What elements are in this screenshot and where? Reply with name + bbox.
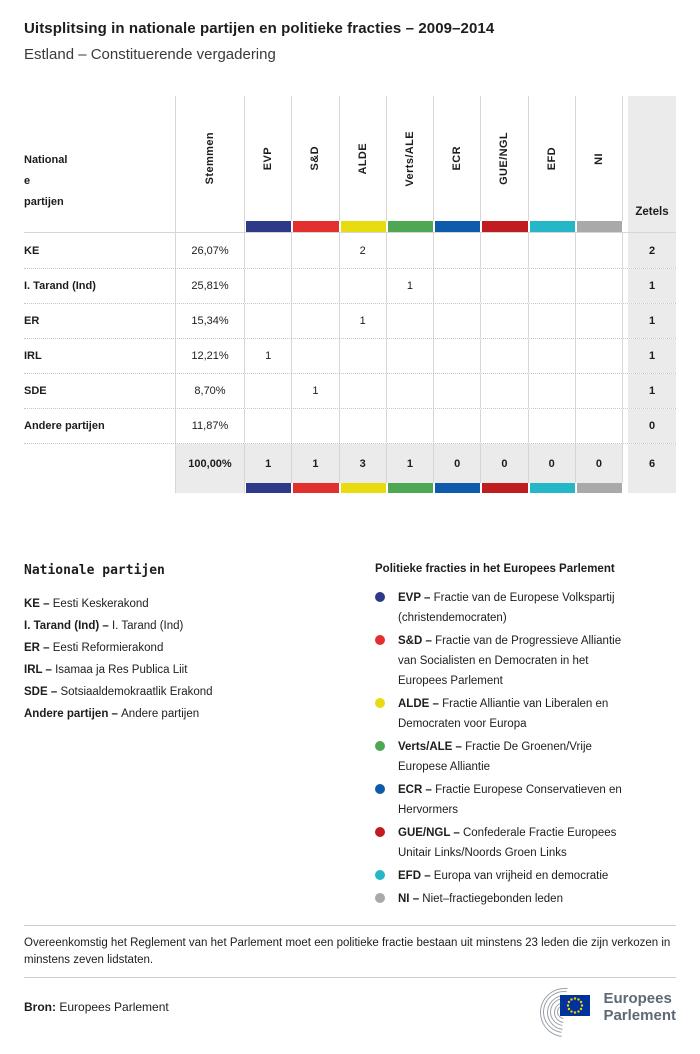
legend-abbr: S&D – bbox=[398, 635, 436, 647]
national-parties-legend bbox=[24, 563, 375, 912]
group-color-bar bbox=[340, 221, 387, 232]
color-bar-segment bbox=[388, 483, 433, 493]
party-label bbox=[24, 444, 175, 483]
seat-cell bbox=[387, 374, 434, 408]
fraction-legend-item bbox=[375, 780, 676, 820]
color-bar-segment bbox=[482, 483, 527, 493]
seat-cell: 0 bbox=[481, 444, 528, 483]
seat-cell: 0 bbox=[434, 444, 481, 483]
group-color-bar bbox=[529, 221, 576, 232]
legend-color-dot bbox=[375, 741, 385, 751]
group-column-label: ECR bbox=[451, 146, 464, 171]
group-column-label: GUE/NGL bbox=[498, 132, 511, 185]
fraction-legend-item bbox=[375, 631, 676, 691]
legend-text bbox=[398, 588, 636, 628]
color-bar-segment bbox=[530, 221, 575, 232]
color-bar-segment bbox=[246, 483, 291, 493]
legend-abbr: Andere partijen – bbox=[24, 708, 122, 720]
group-color-bar bbox=[292, 221, 339, 232]
seat-cell bbox=[481, 339, 528, 373]
seat-cell bbox=[434, 339, 481, 373]
seat-cell bbox=[576, 339, 623, 373]
legend-name: Eesti Reformierakond bbox=[52, 642, 164, 654]
party-label: KE bbox=[24, 244, 40, 257]
seat-cell bbox=[481, 304, 528, 338]
zetels-value: 1 bbox=[628, 304, 676, 338]
seat-cell bbox=[340, 374, 387, 408]
seat-cell bbox=[576, 269, 623, 303]
seat-cell bbox=[576, 374, 623, 408]
seat-cell bbox=[481, 269, 528, 303]
color-bar-segment bbox=[293, 221, 338, 232]
fraction-legend-item bbox=[375, 823, 676, 863]
footnote-text: Overeenkomstig het Reglement van het Parlement moet een politieke fractie bestaan uit minstens 23 leden die zijn verkozen in minstens zeven lidstaten. bbox=[24, 937, 671, 966]
group-color-bar bbox=[434, 483, 481, 493]
color-bar-segment bbox=[482, 221, 527, 232]
seat-cell bbox=[245, 269, 292, 303]
seat-cell bbox=[529, 374, 576, 408]
seat-cell: 1 bbox=[292, 444, 339, 483]
color-bar-segment bbox=[388, 221, 433, 232]
table-row bbox=[24, 233, 676, 268]
seat-cell bbox=[292, 233, 339, 268]
legend-color-dot bbox=[375, 870, 385, 880]
group-column-header bbox=[529, 96, 576, 221]
seat-cell bbox=[481, 233, 528, 268]
group-color-bar bbox=[481, 483, 528, 493]
legend-color-dot bbox=[375, 784, 385, 794]
legend-name: Fractie Europese Conservatieven en Hervormers bbox=[398, 784, 622, 816]
seat-cell bbox=[245, 409, 292, 443]
national-legend-item bbox=[24, 615, 375, 637]
legend-name: Andere partijen bbox=[121, 708, 200, 720]
zetels-value: 6 bbox=[628, 444, 676, 483]
legend-color-dot bbox=[375, 635, 385, 645]
group-column-label: S&D bbox=[309, 146, 322, 171]
group-column-header bbox=[576, 96, 623, 221]
table-row bbox=[24, 303, 676, 338]
seat-cell bbox=[245, 233, 292, 268]
seat-cell bbox=[434, 233, 481, 268]
national-parties-column-header bbox=[24, 96, 175, 221]
seat-cell: 1 bbox=[245, 444, 292, 483]
seat-cell bbox=[340, 339, 387, 373]
party-label: I. Tarand (Ind) bbox=[24, 280, 96, 292]
seat-cell bbox=[576, 304, 623, 338]
legend-name: Fractie van de Europese Volkspartij (christendemocraten) bbox=[398, 592, 615, 624]
stemmen-value: 25,81% bbox=[175, 269, 245, 303]
stemmen-value: 26,07% bbox=[175, 233, 245, 268]
zetels-column-header bbox=[628, 96, 676, 221]
group-column-header bbox=[340, 96, 387, 221]
page-title: Uitsplitsing in nationale partijen en politieke fracties – 2009–2014 bbox=[24, 20, 495, 37]
source-label: Bron: bbox=[24, 1000, 56, 1014]
source-value: Europees Parlement bbox=[59, 1000, 169, 1014]
party-label: Andere partijen bbox=[24, 420, 105, 432]
seat-cell: 1 bbox=[245, 339, 292, 373]
group-color-bar bbox=[481, 221, 528, 232]
legend-text bbox=[398, 889, 563, 909]
legend-abbr: GUE/NGL – bbox=[398, 827, 463, 839]
legend-text bbox=[398, 866, 608, 886]
seat-cell bbox=[340, 269, 387, 303]
seat-cell bbox=[529, 233, 576, 268]
seat-cell bbox=[529, 304, 576, 338]
seat-cell bbox=[434, 269, 481, 303]
seat-cell bbox=[481, 409, 528, 443]
fraction-legend-item bbox=[375, 866, 676, 886]
group-color-bar bbox=[387, 483, 434, 493]
seat-cell bbox=[387, 233, 434, 268]
group-color-bar bbox=[292, 483, 339, 493]
legend-abbr: ALDE – bbox=[398, 698, 443, 710]
table-row bbox=[24, 373, 676, 408]
seat-cell bbox=[292, 269, 339, 303]
seat-cell bbox=[434, 304, 481, 338]
color-bar-segment bbox=[341, 483, 386, 493]
source-line bbox=[24, 1000, 169, 1014]
group-column-header bbox=[245, 96, 292, 221]
logo-line-1: Europees bbox=[603, 990, 672, 1007]
legend-name: Eesti Keskerakond bbox=[52, 598, 149, 610]
group-column-label: NI bbox=[592, 152, 605, 165]
zetels-column-label: Zetels bbox=[635, 206, 669, 218]
seat-cell bbox=[387, 304, 434, 338]
table-row bbox=[24, 268, 676, 303]
seat-cell bbox=[292, 339, 339, 373]
group-column-label: Verts/ALE bbox=[403, 130, 416, 187]
page-subtitle: Estland – Constituerende vergadering bbox=[24, 46, 276, 63]
legend-abbr: EVP – bbox=[398, 592, 434, 604]
legend-color-dot bbox=[375, 827, 385, 837]
table-row bbox=[24, 408, 676, 443]
legend-abbr: IRL – bbox=[24, 664, 56, 676]
national-legend-item bbox=[24, 637, 375, 659]
party-label: ER bbox=[24, 315, 40, 327]
color-bar-segment bbox=[530, 483, 575, 493]
corner-label-line: e bbox=[24, 175, 31, 187]
legend-text bbox=[398, 631, 636, 691]
zetels-value: 1 bbox=[628, 374, 676, 408]
legend-name: Isamaa ja Res Publica Liit bbox=[55, 664, 188, 676]
color-bar-segment bbox=[435, 221, 480, 232]
total-row bbox=[24, 443, 676, 483]
group-color-bar bbox=[340, 483, 387, 493]
color-bar-segment bbox=[435, 483, 480, 493]
seat-cell: 1 bbox=[292, 374, 339, 408]
legend-name: Sotsiaaldemokraatlik Erakond bbox=[60, 686, 213, 698]
color-bar-segment bbox=[577, 221, 622, 232]
seat-cell: 0 bbox=[576, 444, 623, 483]
seat-cell bbox=[340, 409, 387, 443]
legend-abbr: I. Tarand (Ind) – bbox=[24, 620, 112, 632]
group-color-bar bbox=[434, 221, 481, 232]
stemmen-column-header bbox=[175, 96, 245, 221]
national-legend-item bbox=[24, 681, 375, 703]
eu-flag-icon bbox=[560, 995, 590, 1016]
group-color-bar bbox=[529, 483, 576, 493]
zetels-value: 1 bbox=[628, 339, 676, 373]
zetels-value: 2 bbox=[628, 233, 676, 268]
seat-cell: 1 bbox=[387, 269, 434, 303]
party-label: IRL bbox=[24, 350, 42, 362]
seat-cell bbox=[434, 374, 481, 408]
fraction-legend-item bbox=[375, 889, 676, 909]
seat-cell bbox=[387, 409, 434, 443]
legend-name: Europa van vrijheid en democratie bbox=[433, 870, 609, 882]
national-legend-item bbox=[24, 659, 375, 681]
legend-name: Confederale Fractie Europees Unitair Links/Noords Groen Links bbox=[398, 827, 617, 859]
fraction-legend-title: Politieke fracties in het Europees Parlement bbox=[375, 563, 615, 575]
seat-cell bbox=[529, 339, 576, 373]
logo-line-2: Parlement bbox=[603, 1007, 676, 1024]
stemmen-value: 100,00% bbox=[175, 444, 245, 483]
stemmen-value: 12,21% bbox=[175, 339, 245, 373]
european-parliament-logo bbox=[528, 982, 676, 1032]
stemmen-value: 11,87% bbox=[175, 409, 245, 443]
color-bar-segment bbox=[246, 221, 291, 232]
legend-abbr: Verts/ALE – bbox=[398, 741, 466, 753]
legends-section bbox=[24, 563, 676, 912]
legend-color-dot bbox=[375, 893, 385, 903]
legend-name: I. Tarand (Ind) bbox=[111, 620, 184, 632]
seat-cell bbox=[576, 233, 623, 268]
legend-name: Niet–fractiegebonden leden bbox=[422, 893, 563, 905]
seat-cell: 1 bbox=[387, 444, 434, 483]
footer bbox=[24, 982, 676, 1032]
legend-abbr: NI – bbox=[398, 893, 423, 905]
seat-cell bbox=[576, 409, 623, 443]
seat-cell: 1 bbox=[340, 304, 387, 338]
hemicycle-icon bbox=[528, 982, 594, 1032]
seat-cell: 0 bbox=[529, 444, 576, 483]
national-legend-item bbox=[24, 593, 375, 615]
seats-table bbox=[24, 96, 676, 493]
group-column-header bbox=[387, 96, 434, 221]
table-header-row bbox=[24, 96, 676, 221]
group-column-header bbox=[481, 96, 528, 221]
group-column-header bbox=[434, 96, 481, 221]
corner-label-line: National bbox=[24, 154, 68, 166]
group-column-label: EFD bbox=[545, 146, 558, 171]
group-column-label: ALDE bbox=[356, 142, 369, 175]
group-column-label: EVP bbox=[262, 146, 275, 171]
stemmen-value: 8,70% bbox=[175, 374, 245, 408]
seat-cell bbox=[292, 304, 339, 338]
political-groups-legend bbox=[375, 563, 676, 912]
seat-cell bbox=[245, 304, 292, 338]
seat-cell bbox=[245, 374, 292, 408]
group-color-bar bbox=[245, 483, 292, 493]
fraction-legend-item bbox=[375, 737, 676, 777]
seat-cell bbox=[529, 409, 576, 443]
corner-label-line: partijen bbox=[24, 196, 64, 208]
color-bar-segment bbox=[577, 483, 622, 493]
legend-color-dot bbox=[375, 592, 385, 602]
group-column-header bbox=[292, 96, 339, 221]
stemmen-value: 15,34% bbox=[175, 304, 245, 338]
legend-color-dot bbox=[375, 698, 385, 708]
color-bar-segment bbox=[341, 221, 386, 232]
group-color-bar bbox=[576, 221, 623, 232]
color-bar-segment bbox=[293, 483, 338, 493]
legend-abbr: ER – bbox=[24, 642, 53, 654]
legend-name: Fractie van de Progressieve Alliantie van Socialisten en Democraten in het Europees Parlement bbox=[398, 635, 622, 687]
legend-abbr: ECR – bbox=[398, 784, 436, 796]
party-label: SDE bbox=[24, 385, 47, 397]
seat-cell: 3 bbox=[340, 444, 387, 483]
seat-cell bbox=[387, 339, 434, 373]
seat-cell: 2 bbox=[340, 233, 387, 268]
legend-text bbox=[398, 780, 636, 820]
stemmen-column-label: Stemmen bbox=[204, 132, 216, 185]
national-legend-item bbox=[24, 703, 375, 725]
zetels-value: 0 bbox=[628, 409, 676, 443]
legend-text bbox=[398, 823, 636, 863]
legend-abbr: KE – bbox=[24, 598, 53, 610]
fraction-legend-item bbox=[375, 694, 676, 734]
zetels-value: 1 bbox=[628, 269, 676, 303]
legend-text bbox=[398, 737, 636, 777]
legend-abbr: EFD – bbox=[398, 870, 434, 882]
divider-line bbox=[24, 977, 676, 978]
logo-wordmark bbox=[603, 990, 676, 1024]
group-color-bar-row-bottom bbox=[24, 483, 676, 493]
table-row bbox=[24, 338, 676, 373]
group-color-bar-row bbox=[24, 221, 676, 233]
national-legend-title: Nationale partijen bbox=[24, 563, 165, 578]
seat-cell bbox=[481, 374, 528, 408]
legend-name: Fractie De Groenen/Vrije Europese Alliantie bbox=[398, 741, 592, 773]
group-color-bar bbox=[387, 221, 434, 232]
group-color-bar bbox=[576, 483, 623, 493]
fraction-legend-item bbox=[375, 588, 676, 628]
legend-name: Fractie Alliantie van Liberalen en Democraten voor Europa bbox=[398, 698, 609, 730]
seat-cell bbox=[529, 269, 576, 303]
seat-cell bbox=[292, 409, 339, 443]
seat-cell bbox=[434, 409, 481, 443]
legend-text bbox=[398, 694, 636, 734]
group-color-bar bbox=[245, 221, 292, 232]
legend-abbr: SDE – bbox=[24, 686, 61, 698]
